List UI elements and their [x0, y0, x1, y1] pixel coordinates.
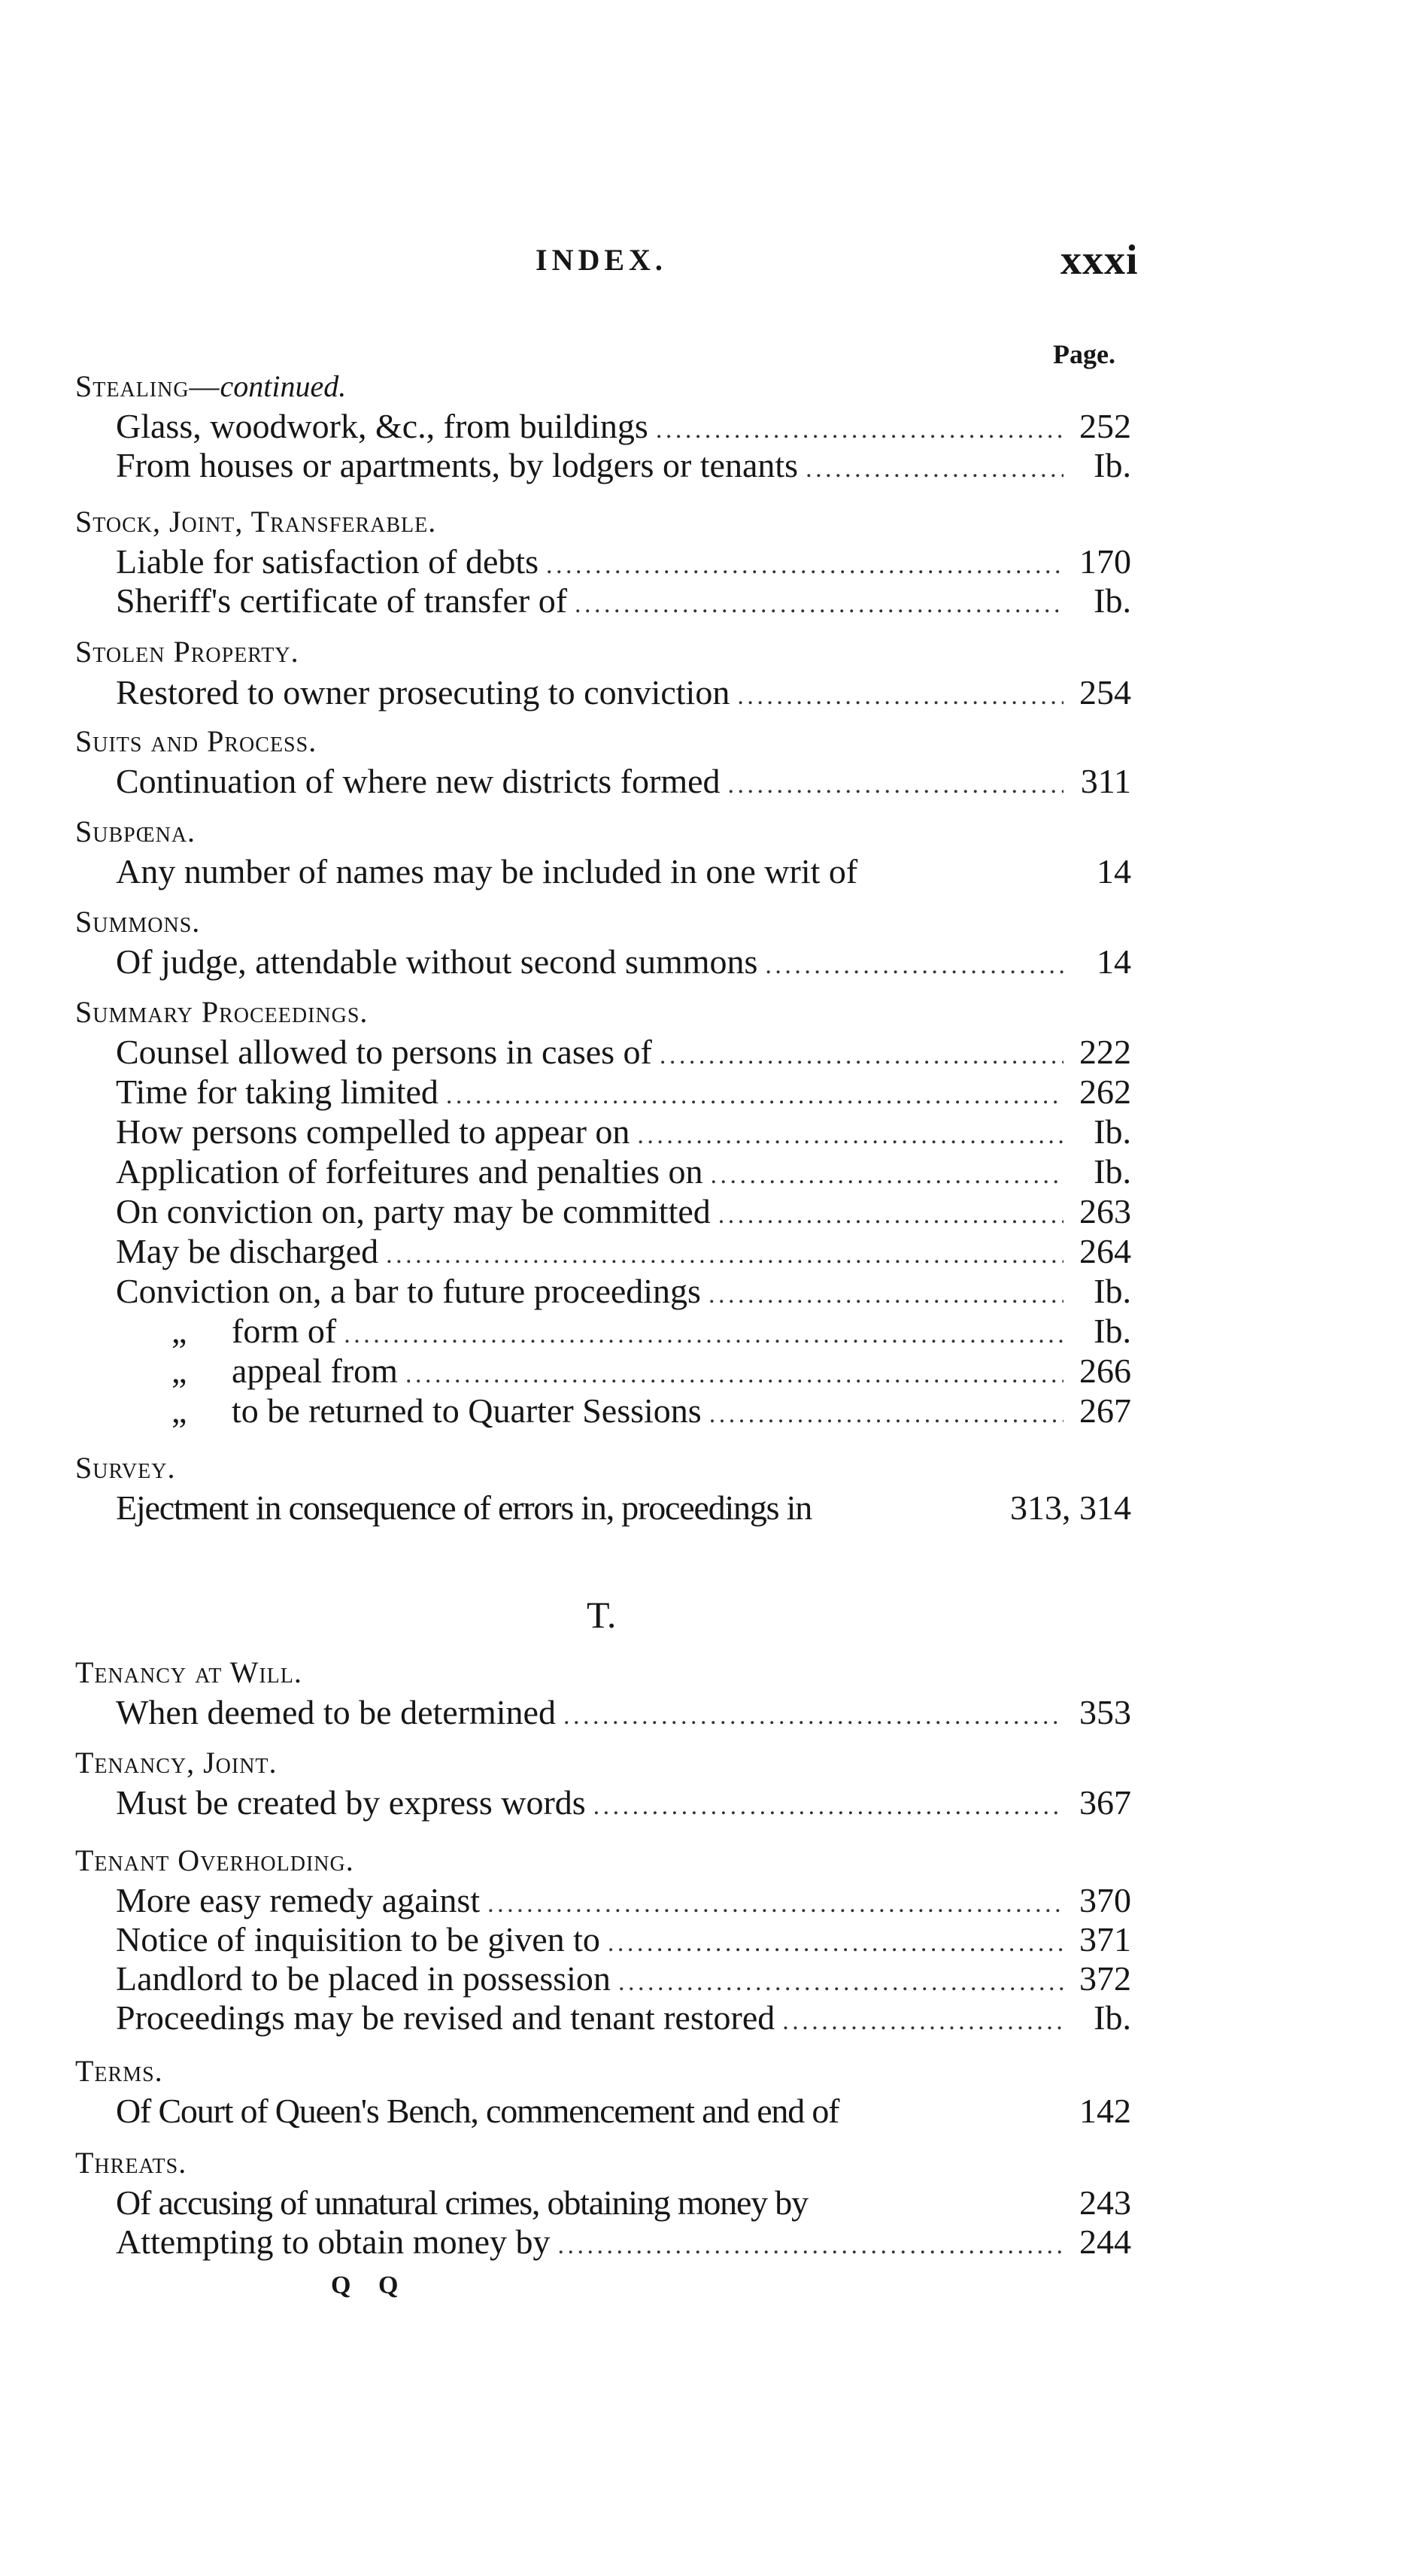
heading-threats: Threats.: [75, 2146, 187, 2180]
page-ref: 264: [1079, 1232, 1131, 1270]
index-entry: How persons compelled to appear on . . . Ib.: [116, 1112, 1131, 1154]
ditto-mark: „: [171, 1391, 187, 1430]
index-entry: Application of forfeitures and penalties on . . . Ib.: [116, 1151, 1131, 1194]
index-entry: From houses or apartments, by lodgers or tenants . . . Ib.: [116, 445, 1131, 487]
page-ref: Ib.: [1094, 1998, 1131, 2037]
page-ref: Ib.: [1094, 1112, 1131, 1151]
index-entry: Counsel allowed to persons in cases of . . . 222: [116, 1032, 1131, 1074]
page-column-label: Page.: [1053, 339, 1115, 369]
page-ref: 372: [1079, 1959, 1131, 1998]
index-entry: On conviction on, party may be committed . . . 263: [116, 1191, 1131, 1233]
index-entry: Of judge, attendable without second summons . . . 14: [116, 942, 1131, 984]
index-entry: Of accusing of unnatural crimes, obtaining money by 243: [116, 2183, 1131, 2222]
page-ref: 353: [1079, 1693, 1131, 1731]
index-entry: Of Court of Queen's Bench, commencement and end of 142: [116, 2092, 1131, 2130]
index-entry: „ form of . . . Ib.: [171, 1311, 1131, 1353]
page-ref: Ib.: [1094, 446, 1131, 484]
heading-terms: Terms.: [75, 2054, 163, 2088]
page-ref: 367: [1079, 1783, 1131, 1822]
page-number: xxxi: [1060, 237, 1139, 284]
page-ref: 371: [1079, 1920, 1131, 1959]
index-entry: Sheriff's certificate of transfer of . . . Ib.: [116, 581, 1131, 623]
page-ref: 267: [1079, 1391, 1131, 1430]
page-ref: Ib.: [1094, 1152, 1131, 1191]
index-entry: Landlord to be placed in possession . . . 372: [116, 1959, 1131, 2001]
index-entry: When deemed to be determined . . . 353: [116, 1692, 1131, 1734]
heading-summary-proceedings: Summary Proceedings.: [75, 995, 369, 1029]
page-ref: 222: [1079, 1033, 1131, 1071]
page-ref: 263: [1079, 1192, 1131, 1230]
heading-continued: continued.: [220, 369, 347, 403]
ditto-mark: „: [171, 1312, 187, 1350]
heading-summons: Summons.: [75, 905, 201, 939]
page-ref: 243: [1079, 2183, 1131, 2222]
index-entry: May be discharged . . . 264: [116, 1231, 1131, 1273]
page-ref: 14: [1097, 942, 1131, 981]
index-entry: Glass, woodwork, &c., from buildings . . . 252: [116, 406, 1131, 448]
page-ref: 262: [1079, 1073, 1131, 1111]
index-entry: Time for taking limited . . . 262: [116, 1072, 1131, 1114]
page-ref: 266: [1079, 1352, 1131, 1390]
page-ref: 142: [1079, 2092, 1131, 2130]
index-entry: Any number of names may be included in one writ of 14: [116, 852, 1131, 891]
index-entry: More easy remedy against . . . 370: [116, 1880, 1131, 1922]
page-ref: 14: [1097, 852, 1131, 891]
ditto-mark: „: [171, 1352, 187, 1390]
index-entry: Attempting to obtain money by . . . 244: [116, 2222, 1131, 2264]
signature-mark: Q Q: [331, 2271, 409, 2299]
heading-tenancy-joint: Tenancy, Joint.: [75, 1746, 278, 1780]
index-entry: „ to be returned to Quarter Sessions . . . 267: [171, 1391, 1131, 1433]
heading-tenancy-at-will: Tenancy at Will.: [75, 1655, 302, 1689]
page-ref: 254: [1079, 673, 1131, 712]
page-ref: Ib.: [1094, 581, 1131, 620]
index-entry: „ appeal from . . . 266: [171, 1351, 1131, 1393]
index-entry: Must be created by express words . . . 367: [116, 1783, 1131, 1825]
heading-suits-and-process: Suits and Process.: [75, 724, 317, 758]
heading-stock: Stock, Joint, Transferable.: [75, 505, 437, 539]
index-entry: Notice of inquisition to be given to . . . 371: [116, 1919, 1131, 1962]
heading-tenant-overholding: Tenant Overholding.: [75, 1843, 354, 1877]
page-ref: 170: [1079, 542, 1131, 581]
page-ref: 370: [1079, 1881, 1131, 1919]
page-ref: 244: [1079, 2223, 1131, 2261]
heading-stealing: Stealing—continued.: [75, 369, 347, 403]
page-ref: Ib.: [1094, 1272, 1131, 1310]
section-letter: T.: [587, 1594, 617, 1636]
page-ref: 252: [1079, 407, 1131, 445]
index-entry: Conviction on, a bar to future proceedings . . . Ib.: [116, 1271, 1131, 1313]
index-entry: Continuation of where new districts formed . . . 311: [116, 761, 1131, 803]
index-entry: Ejectment in consequence of errors in, proceedings in 313, 314: [116, 1488, 1131, 1527]
page-ref: Ib.: [1094, 1312, 1131, 1350]
page-ref: 311: [1080, 762, 1131, 800]
running-title: INDEX.: [536, 243, 667, 277]
index-entry: Proceedings may be revised and tenant restored . . . Ib.: [116, 1998, 1131, 2040]
heading-subpoena: Subpœna.: [75, 815, 196, 848]
page-ref: 313, 314: [1010, 1488, 1131, 1527]
heading-stolen-property: Stolen Property.: [75, 635, 299, 669]
heading-survey: Survey.: [75, 1451, 176, 1485]
index-entry: Liable for satisfaction of debts . . . 170: [116, 542, 1131, 584]
index-entry: Restored to owner prosecuting to conviction . . . 254: [116, 672, 1131, 715]
